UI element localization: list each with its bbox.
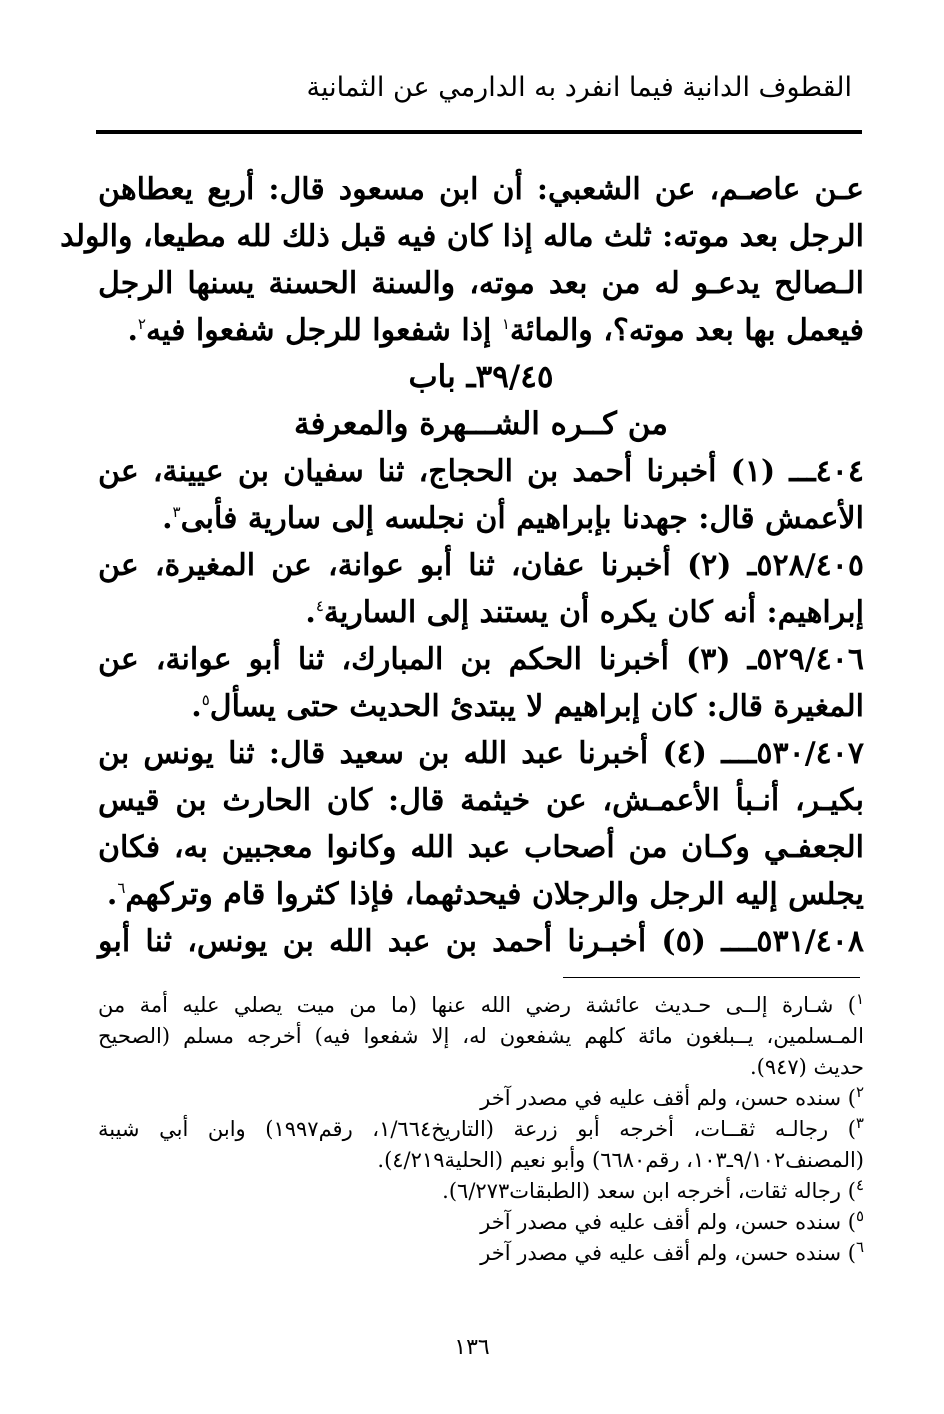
footnote-marker: ٢ — [855, 1083, 864, 1101]
footnote-marker: ٦ — [855, 1238, 864, 1256]
entry-line: ٥٣١/٤٠٨ــــ (٥) أخبـرنا أحمد بن عبد الله بن يونس، ثنا أبو — [98, 924, 864, 959]
footnote-line: حديث (٩٤٧). — [749, 1055, 864, 1079]
text-line: عـن عاصـم، عن الشعبي: أن ابن مسعود قال: أربع يعطاهن — [98, 172, 864, 207]
footnote-line — [98, 1238, 864, 1269]
footnote-ref: ٤ — [315, 597, 324, 615]
text-line: الـصالح يدعـو له من بعد موته، والسنة الحسنة يسنها الرجل — [98, 266, 864, 301]
footnote-line — [98, 1176, 864, 1207]
text-fragment: الأعمش قال: جهدنا بإبراهيم أن نجلسه إلى سارية فأبى — [180, 501, 864, 536]
footnote-ref: ٥ — [201, 691, 210, 709]
chapter-title: من كــره الشـــهرة والمعرفة — [294, 406, 668, 442]
footnote-line — [98, 1114, 864, 1145]
entry-line: ٥٢٨/٤٠٥ـ (٢) أخبرنا عفان، ثنا أبو عوانة، عن المغيرة، عن — [98, 548, 864, 583]
text-fragment: . — [162, 501, 173, 536]
text-fragment: . — [127, 313, 138, 348]
footnote-line: (المصنف٩/١٠٢ـ١٠٣، رقم٦٦٨٠) وأبو نعيم (الحلية٤/٢١٩). — [377, 1148, 864, 1172]
entry-line: ٤٠٤ـــ (١) أخبرنا أحمد بن الحجاج، ثنا سفيان بن عيينة، عن — [98, 454, 864, 489]
footnote-line — [98, 1083, 864, 1114]
text-fragment: فيعمل بها بعد موته؟، والمائة — [509, 313, 864, 348]
entry-line — [98, 683, 864, 730]
running-header: القطوف الدانية فيما انفرد به الدارمي عن الثمانية — [306, 72, 852, 103]
text-fragment: يجلس إليه الرجل والرجلان فيحدثهما، فإذا كثروا قام وتركهم — [125, 877, 864, 912]
footnote-marker: ١ — [855, 990, 864, 1008]
footnote-marker: ٥ — [855, 1207, 864, 1225]
header-rule — [96, 130, 862, 134]
text-fragment: ) شـارة إلــى حـديث عائشة رضي الله عنها (ما من ميت يصلي عليه أمة من — [98, 993, 856, 1017]
footnote-marker: ٤ — [855, 1176, 864, 1194]
footnote-ref: ٦ — [117, 879, 126, 897]
entry-line: بكيـر، أنـبأ الأعمـش، عن خيثمة قال: كان الحارث بن قيس — [98, 783, 864, 818]
entry-line: ٥٣٠/٤٠٧ــــ (٤) أخبرنا عبد الله بن سعيد قال: ثنا يونس بن — [98, 736, 864, 771]
entry-line: الجعفـي وكـان من أصحاب عبد الله وكانوا معجبين به، فكان — [98, 830, 864, 865]
entry-line — [98, 495, 864, 542]
entry-line — [98, 589, 864, 636]
footnote-ref: ٢ — [137, 315, 146, 333]
text-fragment: ) سنده حسن، ولم أقف عليه في مصدر آخر — [480, 1241, 856, 1265]
footnote-ref: ١ — [501, 315, 510, 333]
main-text — [60, 166, 864, 965]
text-line: الرجل بعد موته: ثلث ماله إذا كان فيه قبل ذلك لله مطيعا، والولد — [60, 219, 864, 254]
entry-line — [98, 871, 864, 918]
text-fragment: . — [305, 595, 316, 630]
entry-line: ٥٢٩/٤٠٦ـ (٣) أخبرنا الحكم بن المبارك، ثنا أبو عوانة، عن — [98, 642, 864, 677]
text-fragment: . — [106, 877, 118, 912]
page-number: ١٣٦ — [454, 1335, 490, 1360]
text-fragment: ) رجاله ثقات، أخرجه ابن سعد (الطبقات٦/٢٧٣). — [442, 1179, 856, 1203]
footnote-marker: ٣ — [855, 1114, 864, 1132]
text-fragment: إبراهيم: أنه كان يكره أن يستند إلى السارية — [323, 595, 864, 630]
chapter-number: ٣٩/٤٥ـ باب — [408, 359, 554, 395]
text-fragment: . — [191, 689, 202, 724]
text-fragment: ) رجالـه ثقــات، أخرجه أبو زرعة (التاريخ١/٦٦٤، رقم١٩٩٧) وابن أبي شيبة — [98, 1117, 856, 1141]
footnote-line — [98, 990, 864, 1021]
text-fragment: ) سنده حسن، ولم أقف عليه في مصدر آخر — [480, 1210, 856, 1234]
text-fragment: ) سنده حسن، ولم أقف عليه في مصدر آخر — [480, 1086, 856, 1110]
footnotes — [98, 990, 864, 1269]
footnote-rule — [563, 977, 860, 978]
footnote-ref: ٣ — [172, 503, 181, 521]
text-line — [98, 307, 864, 354]
footnote-line: المـسلمين، يــبلغون مائة كلهم يشفعون له، إلا شفعوا فيه) أخرجه مسلم (الصحيح — [98, 1024, 864, 1048]
footnote-line — [98, 1207, 864, 1238]
text-fragment: إذا شفعوا للرجل شفعوا فيه — [145, 313, 492, 348]
text-fragment: المغيرة قال: كان إبراهيم لا يبتدئ الحديث حتى يسأل — [209, 689, 864, 724]
